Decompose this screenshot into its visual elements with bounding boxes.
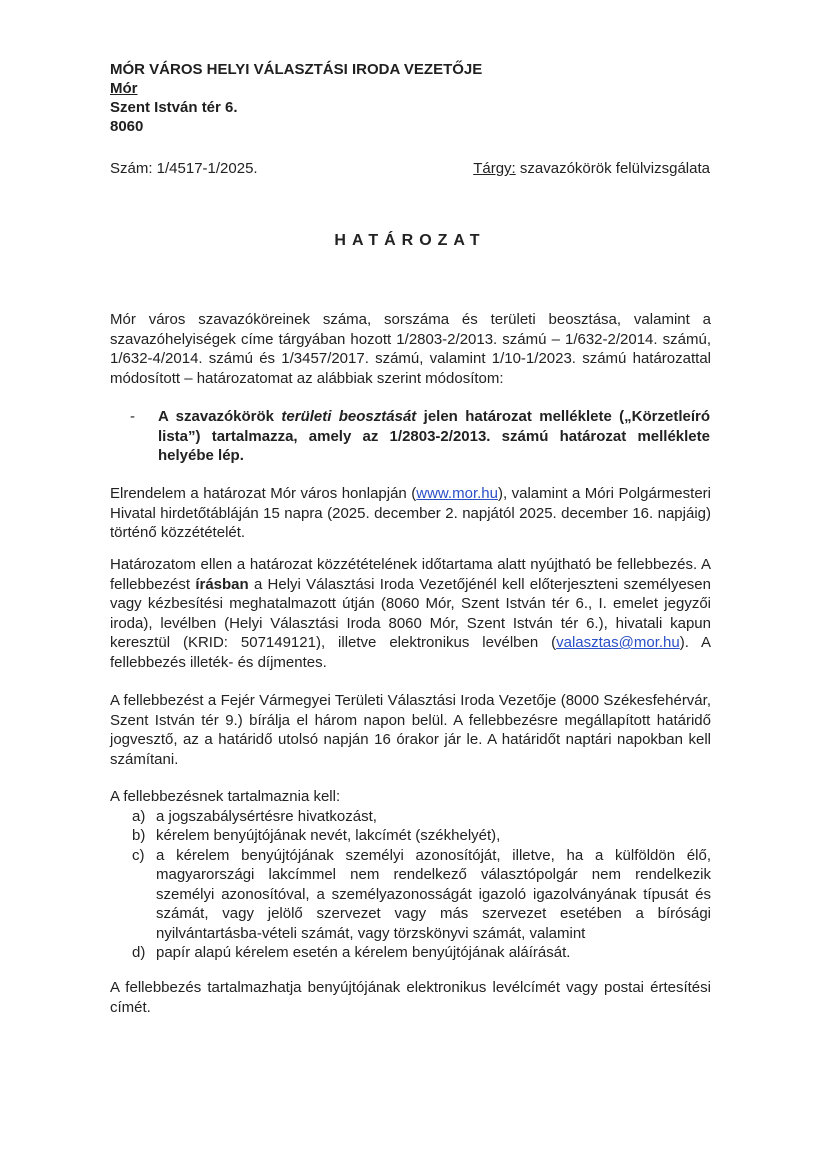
bullet-dash: - xyxy=(130,408,135,425)
reference-number: Szám: 1/4517-1/2025. xyxy=(110,160,258,177)
decision-bullet xyxy=(130,407,710,466)
bullet-text-emphasis: területi beosztását xyxy=(281,408,417,425)
appeal-text-c: ). A fellebbezés illeték- és díjmentes. xyxy=(110,634,712,671)
list-item xyxy=(110,807,711,827)
reference-subject xyxy=(473,160,710,177)
subject-text: szavazókörök felülvizsgálata xyxy=(515,160,710,177)
issuer-zip: 8060 xyxy=(110,118,144,135)
list-item-text: a jogszabálysértésre hivatkozást, xyxy=(156,807,377,825)
appeal-text-bold: írásban xyxy=(195,575,249,593)
list-marker: c) xyxy=(132,846,145,864)
document-title: HATÁROZAT xyxy=(334,232,486,249)
list-item xyxy=(110,846,711,944)
appeal-text-b: a Helyi Választási Iroda Vezetőjénél kell előterjeszteni személyesen vagy kézbesítési meghatalmazott útján (8060 Mór, Szent István tér 6., I. emelet jegyzői iroda), levélben (Helyi Választási Iroda 8060 Mór, Szent István tér 6.), hivatali kapun keresztül (KRID: 507149121), illetve elektronikus levélben ( xyxy=(110,575,711,651)
issuer-street: Szent István tér 6. xyxy=(110,99,238,116)
list-marker: d) xyxy=(132,944,146,961)
email-link[interactable]: valasztas@mor.hu xyxy=(556,634,680,651)
list-marker: a) xyxy=(132,807,146,825)
issuer-city: Mór xyxy=(110,80,138,97)
optional-contents-paragraph: A fellebbezés tartalmazhatja benyújtójának elektronikus levélcímét vagy postai értesítési címét. xyxy=(110,979,711,1016)
list-item-text: kérelem benyújtójának nevét, lakcímét (székhelyét), xyxy=(156,827,501,844)
contents-intro: A fellebbezésnek tartalmaznia kell: xyxy=(110,788,341,805)
publication-text-a: Elrendelem a határozat Mór város honlapján ( xyxy=(110,485,417,502)
list-item-text: a kérelem benyújtójának személyi azonosítóját, illetve, ha a külföldön élő, magyarországi lakcímmel nem rendelkező választópolgár nem rendelkezik személyi azonosítóval, a személyazonosságát igazoló igazolványának típusát és számát, vagy jelölő szervezet vagy más szervezet esetében a bírósági nyilvántartásba-vételi számát, vagy törzskönyvi számát, valamint xyxy=(156,846,711,942)
website-link[interactable]: www.mor.hu xyxy=(416,485,498,502)
intro-paragraph: Mór város szavazóköreinek száma, sorszáma és területi beosztása, valamint a szavazóhelyiségek címe tárgyában hozott 1/2803-2/2013. számú – 1/632-2/2014. számú, 1/632-4/2014. számú és 1/3457/2017. számú, valamint 1/10-1/2023. számú határozattal módosított – határozatomat az alábbiak szerint módosítom: xyxy=(110,311,711,387)
review-paragraph: A fellebbezést a Fejér Vármegyei Területi Választási Iroda Vezetője (8000 Székesfehérvár, Szent István tér 9.) bírálja el három napon belül. A fellebbezésre megállapított határidő jogvesztő, az a határidő utolsó napján 16 órakor jár le. A határidőt naptári napokban kell számítani. xyxy=(110,692,711,768)
contents-list xyxy=(110,807,711,963)
appeal-text-a: Határozatom ellen a határozat közzétételének időtartama alatt nyújtható be fellebbezés. A fellebbezést xyxy=(110,556,711,593)
appeal-paragraph xyxy=(110,555,711,672)
bullet-text-c: jelen határozat melléklete („Körzetleíró lista”) tartalmazza, amely az 1/2803-2/2013. számú határozat melléklete helyébe lép. xyxy=(158,408,710,464)
issuer-office: MÓR VÁROS HELYI VÁLASZTÁSI IRODA VEZETŐJE xyxy=(110,61,483,78)
publication-text-b: ), valamint a Móri Polgármesteri Hivatal hirdetőtábláján 15 napra (2025. december 2. napjától 2025. december 16. napjáig) történő közzétételét. xyxy=(110,485,711,541)
reference-row xyxy=(110,160,710,177)
list-marker: b) xyxy=(132,827,146,844)
list-item-text: papír alapú kérelem esetén a kérelem benyújtójának aláírását. xyxy=(156,944,571,961)
list-item xyxy=(110,943,711,963)
issuer-header xyxy=(110,60,482,136)
publication-paragraph xyxy=(110,484,711,543)
subject-label: Tárgy: xyxy=(473,160,516,177)
list-item xyxy=(110,826,711,846)
bullet-text-a: A szavazókörök xyxy=(158,408,282,425)
contents-section xyxy=(110,787,711,963)
bullet-text xyxy=(158,407,710,466)
